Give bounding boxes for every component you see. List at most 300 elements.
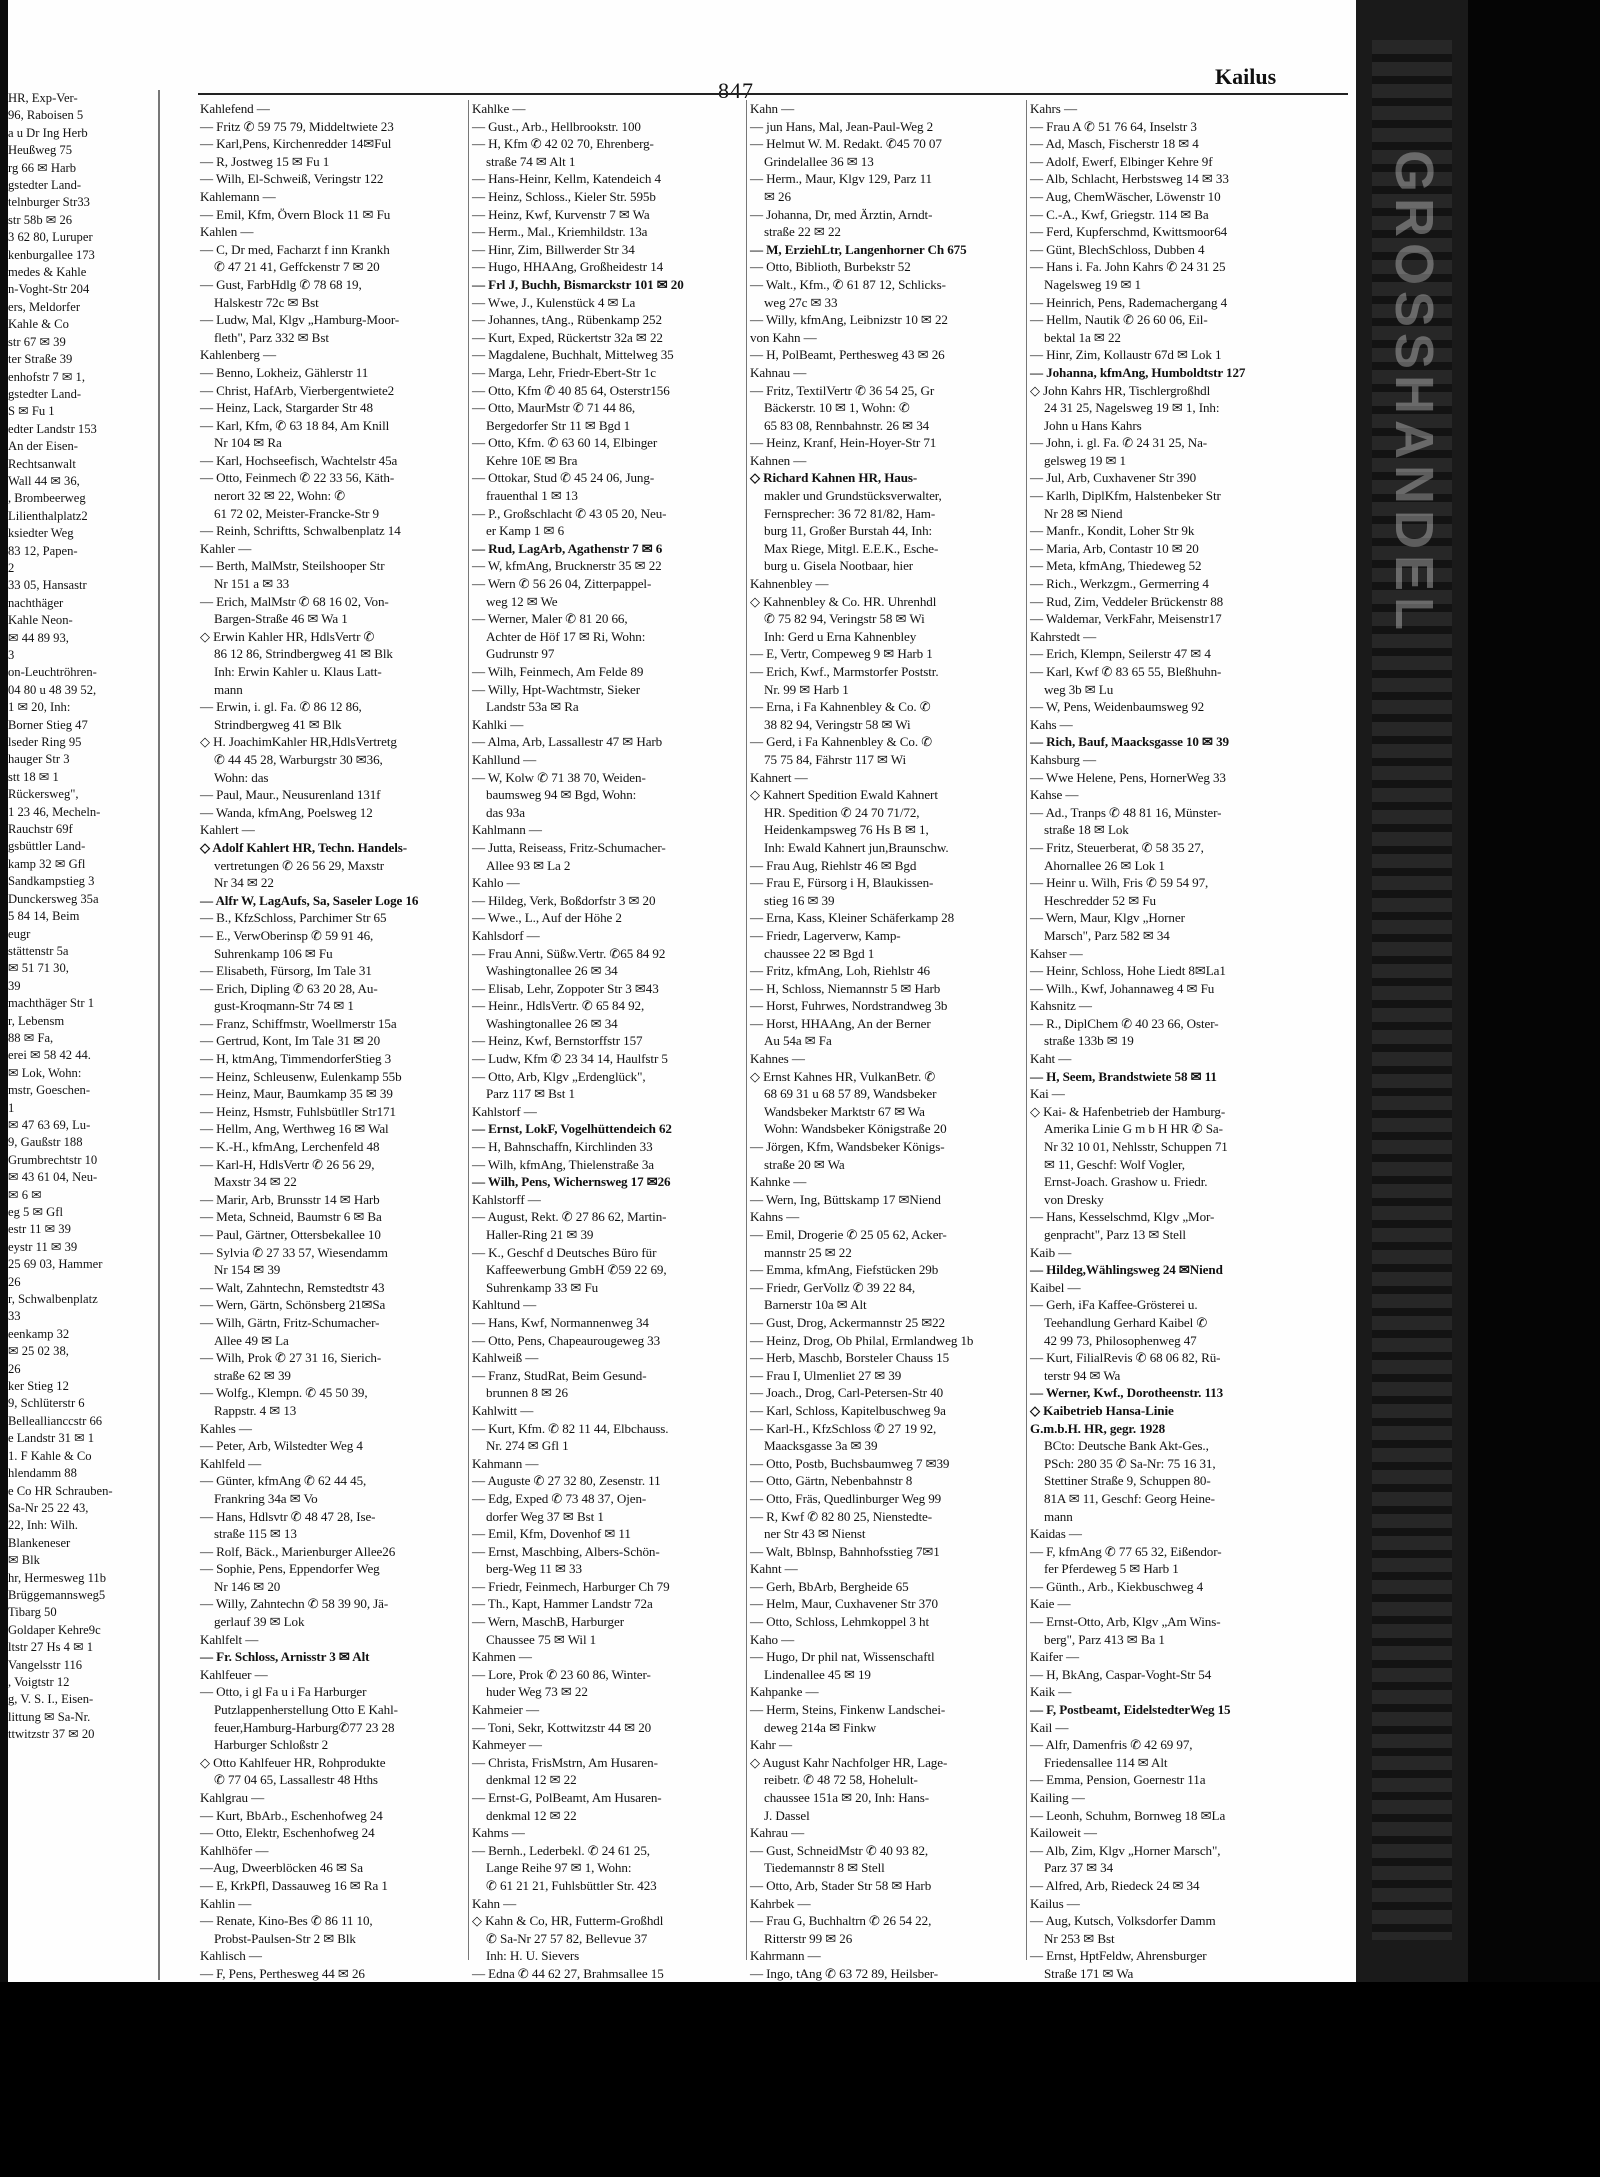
entry-surname-heading: Kahmann — <box>472 1455 539 1471</box>
directory-entry: Frankring 34a ✉ Vo <box>214 1490 318 1506</box>
directory-entry: — Erich, Dipling ✆ 63 20 28, Au- <box>200 980 378 996</box>
directory-entry: — Sylvia ✆ 27 33 57, Wiesendamm <box>200 1244 388 1260</box>
previous-page-line: r, Schwalbenplatz <box>8 1292 98 1307</box>
directory-entry: 38 82 94, Veringstr 58 ✉ Wi <box>764 716 911 732</box>
directory-entry: — Fritz, Steuerberat, ✆ 58 35 27, <box>1030 839 1204 855</box>
previous-page-line: ✉ Lok, Wohn: <box>8 1065 82 1080</box>
previous-page-line: e Co HR Schrauben- <box>8 1483 113 1498</box>
directory-entry: — Erich, Kwf., Marmstorfer Poststr. <box>750 664 939 679</box>
directory-entry: — H, Schloss, Niemannstr 5 ✉ Harb <box>750 980 941 996</box>
directory-entry: — Alma, Arb, Lassallestr 47 ✉ Harb <box>472 734 663 750</box>
previous-page-line: stättenstr 5a <box>8 943 69 958</box>
previous-page-line: stt 18 ✉ 1 <box>8 769 59 784</box>
directory-entry: — Rud, LagArb, Agathenstr 7 ✉ 6 <box>472 540 663 556</box>
directory-entry: — P., Großschlacht ✆ 43 05 20, Neu- <box>472 505 667 521</box>
directory-entry: — Karlh, DiplKfm, Halstenbeker Str <box>1030 488 1221 504</box>
directory-entry: feuer,Hamburg-Harburg✆77 23 28 <box>214 1719 395 1735</box>
previous-page-line: telnburger Str33 <box>8 195 90 210</box>
directory-entry: Gudrunstr 97 <box>486 646 555 662</box>
directory-entry: — Gust, FarbHdlg ✆ 78 68 19, <box>200 276 362 292</box>
directory-entry: — W, Pens, Weidenbaumsweg 92 <box>1030 699 1205 715</box>
entry-surname-heading: Kahlwitt — <box>472 1402 534 1418</box>
entry-surname-heading: Kahles — <box>200 1420 252 1436</box>
entry-surname-heading: Kahltund — <box>472 1297 537 1313</box>
directory-entry: er Kamp 1 ✉ 6 <box>486 523 565 539</box>
directory-entry: Marsch", Parz 582 ✉ 34 <box>1044 927 1170 943</box>
previous-page-line: e Landstr 31 ✉ 1 <box>8 1431 95 1446</box>
directory-entry: — Ludw, Kfm ✆ 23 34 14, Haulfstr 5 <box>472 1051 668 1067</box>
directory-entry: 61 72 02, Meister-Francke-Str 9 <box>214 505 380 521</box>
directory-entry: Putzlappenherstellung Otto E Kahl- <box>214 1702 398 1718</box>
entry-surname-heading: Kahnau — <box>750 364 807 380</box>
previous-page-line: 5 84 14, Beim <box>8 909 80 924</box>
previous-page-line: str 58b ✉ 26 <box>8 212 73 227</box>
previous-page-line: 9, Gaußstr 188 <box>8 1135 83 1150</box>
directory-entry: ner Str 43 ✉ Nienst <box>764 1526 866 1542</box>
directory-entry: ✆ 75 82 94, Veringstr 58 ✉ Wi <box>764 611 925 627</box>
directory-entry: — Frau E, Fürsorg i H, Blaukissen- <box>750 875 934 891</box>
directory-entry: weg 27c ✉ 33 <box>764 294 838 310</box>
directory-entry: — jun Hans, Mal, Jean-Paul-Weg 2 <box>750 118 934 134</box>
directory-entry: — Otto, Kfm ✆ 40 85 64, Osterstr156 <box>472 382 670 398</box>
previous-page-line: S ✉ Fu 1 <box>8 404 55 419</box>
directory-entry: ◇ Kahn & Co, HR, Futterm-Großhdl <box>472 1913 664 1929</box>
directory-entry: — Rolf, Bäck., Marienburger Allee26 <box>200 1543 396 1559</box>
directory-entry: — Rich, Bauf, Maacksgasse 10 ✉ 39 <box>1030 734 1229 750</box>
directory-entry: dorfer Weg 37 ✉ Bst 1 <box>486 1508 604 1524</box>
directory-entry: — Johanna, kfmAng, Humboldtstr 127 <box>1030 364 1246 380</box>
directory-entry: Ritterstr 99 ✉ 26 <box>764 1930 853 1946</box>
directory-entry: — Günt, BlechSchloss, Dubben 4 <box>1030 241 1205 257</box>
directory-entry: — Frl J, Buchh, Bismarckstr 101 ✉ 20 <box>472 276 684 292</box>
previous-page-line: enhofstr 7 ✉ 1, <box>8 369 86 384</box>
directory-entry: — Erna, i Fa Kahnenbley & Co. ✆ <box>750 699 931 715</box>
directory-entry: ◇ Kahnenbley & Co. HR. Uhrenhdl <box>750 593 937 609</box>
directory-entry: — Erich, Klempn, Seilerstr 47 ✉ 4 <box>1030 646 1211 662</box>
directory-entry: Nr 28 ✉ Niend <box>1044 505 1123 521</box>
directory-entry: — Gust, Drog, Ackermannstr 25 ✉22 <box>750 1314 945 1330</box>
entry-surname-heading: Kailing — <box>1030 1790 1085 1805</box>
previous-page-line: ltstr 27 Hs 4 ✉ 1 <box>8 1640 94 1655</box>
directory-entry: — Alb, Schlacht, Herbstsweg 14 ✉ 33 <box>1030 171 1229 187</box>
directory-entry: makler und Grundstücksverwalter, <box>764 488 942 504</box>
directory-entry: 75 75 84, Fährstr 117 ✉ Wi <box>764 751 907 767</box>
previous-page-line: 26 <box>8 1361 21 1376</box>
directory-entry: Suhrenkamp 106 ✉ Fu <box>214 945 333 961</box>
directory-entry: bektal 1a ✉ 22 <box>1044 329 1121 345</box>
previous-page-line: , Voigtstr 12 <box>8 1674 70 1689</box>
directory-entry: — E, Vertr, Compeweg 9 ✉ Harb 1 <box>750 646 933 662</box>
directory-entry: Nagelsweg 19 ✉ 1 <box>1044 276 1142 292</box>
directory-entry: denkmal 12 ✉ 22 <box>486 1807 577 1823</box>
directory-entry: Au 54a ✉ Fa <box>764 1033 832 1049</box>
previous-page-line: ✉ 51 71 30, <box>8 961 69 976</box>
directory-entry: — Ottokar, Stud ✆ 45 24 06, Jung- <box>472 470 655 486</box>
header-rule <box>198 93 1348 95</box>
directory-entry: — Alfred, Arb, Riedeck 24 ✉ 34 <box>1030 1877 1200 1893</box>
directory-entry: — Ad, Masch, Fischerstr 18 ✉ 4 <box>1030 136 1199 152</box>
directory-entry: Rappstr. 4 ✉ 13 <box>214 1402 297 1418</box>
directory-entry: — Karl-H, HdlsVertr ✆ 26 56 29, <box>200 1156 375 1172</box>
directory-entry: fer Pferdeweg 5 ✉ Harb 1 <box>1044 1561 1179 1577</box>
directory-entry: — Heinr, Schloss, Hohe Liedt 8✉La1 <box>1030 963 1226 979</box>
directory-entry: brunnen 8 ✉ 26 <box>486 1385 568 1401</box>
entry-surname-heading: von Kahn — <box>750 329 817 345</box>
directory-entry: gerlauf 39 ✉ Lok <box>214 1614 305 1630</box>
entry-surname-heading: Kahs — <box>1030 716 1073 732</box>
directory-entry: — Maria, Arb, Contastr 10 ✉ 20 <box>1030 540 1199 556</box>
directory-entry: straße 18 ✉ Lok <box>1044 822 1129 838</box>
directory-entry: — Hildeg,Wählingsweg 24 ✉Niend <box>1030 1262 1223 1278</box>
entry-surname-heading: Kahrbek — <box>750 1895 811 1911</box>
directory-entry: Nr 104 ✉ Ra <box>214 435 282 451</box>
entry-surname-heading: Kahler — <box>200 540 252 556</box>
directory-entry: — Aug, Kutsch, Volksdorfer Damm <box>1030 1913 1216 1929</box>
entry-surname-heading: Kahlfeld — <box>200 1455 262 1471</box>
directory-entry: — Auguste ✆ 27 32 80, Zesenstr. 11 <box>472 1473 661 1489</box>
directory-entry: ◇ Adolf Kahlert HR, Techn. Handels- <box>200 839 408 855</box>
previous-page-line: lseder Ring 95 <box>8 735 82 750</box>
previous-page-line: 88 ✉ Fa, <box>8 1030 54 1045</box>
directory-entry: ◇ Ernst Kahnes HR, VulkanBetr. ✆ <box>750 1068 936 1084</box>
previous-page-line: 9, Schlüterstr 6 <box>8 1396 85 1411</box>
entry-surname-heading: Kahlsdorf — <box>472 927 540 943</box>
directory-entry: Nr 151 a ✉ 33 <box>214 576 290 592</box>
directory-entry: — Hellm, Ang, Werthweg 16 ✉ Wal <box>200 1121 389 1137</box>
entry-surname-heading: Kaibel — <box>1030 1279 1081 1295</box>
directory-entry: Friedensallee 114 ✉ Alt <box>1044 1754 1168 1770</box>
directory-entry: mannstr 25 ✉ 22 <box>764 1244 852 1260</box>
directory-entry: weg 3b ✉ Lu <box>1044 681 1114 697</box>
entry-surname-heading: Kahsburg — <box>1030 751 1097 767</box>
directory-entry: burg u. Gisela Nootbaar, hier <box>764 558 914 574</box>
directory-entry: — H, Bahnschaffn, Kirchlinden 33 <box>472 1139 653 1155</box>
directory-entry: chaussee 22 ✉ Bgd 1 <box>764 945 875 961</box>
directory-entry: — Emma, Pension, Goernestr 11a <box>1030 1772 1206 1788</box>
previous-page-line: ksiedter Weg <box>8 526 74 541</box>
directory-entry: Heidenkampsweg 76 Hs B ✉ 1, <box>764 822 929 838</box>
previous-page-line: Rechtsanwalt <box>8 456 76 471</box>
directory-entry: — Elisabeth, Fürsorg, Im Tale 31 <box>200 963 372 979</box>
entry-surname-heading: Kahlenberg — <box>200 347 277 363</box>
directory-entry: ◇ Erwin Kahler HR, HdlsVertr ✆ <box>200 628 375 644</box>
previous-page-line: kenburgallee 173 <box>8 247 95 262</box>
previous-page-line: ✉ 44 89 93, <box>8 630 69 645</box>
directory-entry: — Hellm, Nautik ✆ 26 60 06, Eil- <box>1030 312 1208 328</box>
previous-page-line: ✉ 43 61 04, Neu- <box>8 1170 98 1185</box>
previous-page-line: Rauchstr 69f <box>8 822 73 837</box>
directory-entry: stieg 16 ✉ 39 <box>764 892 835 908</box>
directory-entry: — Wern, Gärtn, Schönsberg 21✉Sa <box>200 1297 386 1313</box>
directory-entry: deweg 214a ✉ Finkw <box>764 1719 877 1735</box>
previous-page-line: Sa-Nr 25 22 43, <box>8 1500 89 1515</box>
entry-surname-heading: Kahlfeuer — <box>200 1666 268 1682</box>
directory-entry: — E, KrkPfl, Dassauweg 16 ✉ Ra 1 <box>200 1877 388 1893</box>
previous-page-line: eenkamp 32 <box>8 1326 70 1341</box>
directory-entry: straße 20 ✉ Wa <box>764 1156 845 1172</box>
directory-entry: — Hans, Kwf, Normannenweg 34 <box>472 1314 649 1330</box>
directory-entry: — Wern, Ing, Büttskamp 17 ✉Niend <box>750 1191 941 1207</box>
directory-entry: — Otto, Schloss, Lehmkoppel 3 ht <box>750 1614 930 1630</box>
column-divider <box>468 100 469 1960</box>
directory-entry: — Elisab, Lehr, Zoppoter Str 3 ✉43 <box>472 980 659 996</box>
entry-surname-heading: Kaie — <box>1030 1596 1071 1612</box>
entry-surname-heading: Kahrstedt — <box>1030 628 1097 644</box>
directory-entry: — Franz, StudRat, Beim Gesund- <box>472 1367 647 1383</box>
entry-surname-heading: Kahmeyer — <box>472 1737 542 1753</box>
previous-page-line: Tibarg 50 <box>8 1605 57 1620</box>
previous-page-line: erei ✉ 58 42 44. <box>8 1048 91 1063</box>
directory-entry: — August, Rekt. ✆ 27 86 62, Martin- <box>472 1209 667 1225</box>
previous-page-line: ttwitzstr 37 ✉ 20 <box>8 1727 95 1742</box>
directory-entry: — Johannes, tAng., Rübenkamp 252 <box>472 312 662 328</box>
directory-entry: — H, PolBeamt, Perthesweg 43 ✉ 26 <box>750 347 945 363</box>
directory-entry: fleth", Parz 332 ✉ Bst <box>214 329 329 345</box>
entry-surname-heading: Kahlisch — <box>200 1948 262 1964</box>
directory-entry: Parz 117 ✉ Bst 1 <box>486 1086 575 1102</box>
directory-entry: — Gerh, iFa Kaffee-Grösterei u. <box>1030 1297 1198 1313</box>
previous-page-line: Lilienthalplatz2 <box>8 508 88 523</box>
directory-entry: — Berth, MalMstr, Steilshooper Str <box>200 558 385 574</box>
entry-surname-heading: Kahlgrau — <box>200 1790 265 1805</box>
directory-entry: Amerika Linie G m b H HR ✆ Sa- <box>1044 1121 1223 1137</box>
directory-entry: — Helmut W. M. Redakt. ✆45 70 07 <box>750 136 942 152</box>
directory-entry: — Hinr, Zim, Kollaustr 67d ✉ Lok 1 <box>1030 347 1222 363</box>
previous-page-line: Wall 44 ✉ 36, <box>8 473 80 488</box>
directory-entry: Ernst-Joach. Grashow u. Friedr. <box>1044 1174 1208 1190</box>
previous-page-line: 1 23 46, Mecheln- <box>8 804 101 819</box>
directory-entry: — Wolfg., Klempn. ✆ 45 50 39, <box>200 1385 368 1401</box>
directory-entry: Nr 154 ✉ 39 <box>214 1262 281 1278</box>
directory-entry: — Johanna, Dr, med Ärztin, Arndt- <box>750 206 933 222</box>
directory-entry: — Toni, Sekr, Kottwitzstr 44 ✉ 20 <box>472 1719 652 1735</box>
previous-page-line: Heußweg 75 <box>8 143 73 158</box>
directory-entry: Haller-Ring 21 ✉ 39 <box>486 1227 594 1242</box>
directory-entry: — Bernh., Lederbekl. ✆ 24 61 25, <box>472 1842 650 1858</box>
directory-entry: — Wilh., Kwf, Johannaweg 4 ✉ Fu <box>1030 980 1215 996</box>
directory-entry: berg-Weg 11 ✉ 33 <box>486 1561 582 1577</box>
directory-entry: — Hans i. Fa. John Kahrs ✆ 24 31 25 <box>1030 259 1226 275</box>
entry-surname-heading: Kahlemann — <box>200 188 276 204</box>
previous-page-line: Vangelsstr 116 <box>8 1657 83 1672</box>
directory-entry: — Emil, Kfm, Övern Block 11 ✉ Fu <box>200 206 391 222</box>
previous-page-line: eugr <box>8 926 31 941</box>
directory-entry: Allee 49 ✉ La <box>214 1332 289 1348</box>
directory-entry: Washingtonallee 26 ✉ 34 <box>486 963 618 979</box>
directory-entry: — Herm., Mal., Kriemhildstr. 13a <box>472 224 648 240</box>
directory-entry: huder Weg 73 ✉ 22 <box>486 1684 588 1700</box>
directory-entry: ✉ 26 <box>764 188 791 204</box>
directory-entry: — B., KfzSchloss, Parchimer Str 65 <box>200 910 387 926</box>
directory-entry: Bergedorfer Str 11 ✉ Bgd 1 <box>486 417 631 433</box>
directory-entry: Straße 171 ✉ Wa <box>1044 1965 1134 1981</box>
directory-entry: — Heinrich, Pens, Rademachergang 4 <box>1030 294 1228 310</box>
scan-edge-bottom <box>0 1982 1600 2177</box>
directory-entry: Halskestr 72c ✉ Bst <box>214 294 319 310</box>
directory-entry: — Wilh, Gärtn, Fritz-Schumacher- <box>200 1314 380 1330</box>
directory-entry: — F, Pens, Perthesweg 44 ✉ 26 <box>200 1965 365 1981</box>
directory-entry: Bäckerstr. 10 ✉ 1, Wohn: ✆ <box>764 400 910 416</box>
directory-entry: 65 83 08, Rennbahnstr. 26 ✉ 34 <box>764 417 930 433</box>
previous-page-line: ✉ 25 02 38, <box>8 1344 69 1359</box>
entry-surname-heading: Kaho — <box>750 1631 795 1647</box>
previous-page-line: ker Stieg 12 <box>8 1379 69 1394</box>
previous-page-line: 22, Inh: Wilh. <box>8 1518 78 1533</box>
directory-entry: — C, Dr med, Facharzt f inn Krankh <box>200 241 390 257</box>
directory-entry: — Reinh, Schriftts, Schwalbenplatz 14 <box>200 523 401 539</box>
entry-surname-heading: Kailoweit — <box>1030 1825 1097 1841</box>
directory-entry: mann <box>214 681 243 697</box>
directory-entry: ✉ 11, Geschf: Wolf Vogler, <box>1044 1156 1185 1172</box>
directory-entry: Inh: Ewald Kahnert jun,Braunschw. <box>764 839 949 855</box>
previous-page-line: 25 69 03, Hammer <box>8 1257 103 1272</box>
directory-entry: — Herm., Maur, Klgv 129, Parz 11 <box>750 171 932 187</box>
directory-entry: — Alfr W, LagAufs, Sa, Saseler Loge 16 <box>200 892 419 908</box>
column-divider <box>1026 100 1027 1960</box>
entry-surname-heading: Kahnt — <box>750 1561 798 1577</box>
directory-entry: Tiedemannstr 8 ✉ Stell <box>764 1860 885 1876</box>
directory-entry: berg", Parz 413 ✉ Ba 1 <box>1044 1631 1165 1647</box>
previous-page-line: Rückersweg", <box>8 787 79 802</box>
entry-surname-heading: Kaik — <box>1030 1684 1072 1700</box>
previous-page-line: estr 11 ✉ 39 <box>8 1222 71 1237</box>
directory-entry: — Kurt, BbArb., Eschenhofweg 24 <box>200 1807 383 1823</box>
directory-entry: Strindbergweg 41 ✉ Blk <box>214 716 342 732</box>
entry-surname-heading: Kaht — <box>1030 1051 1072 1067</box>
directory-entry: — Ernst-G, PolBeamt, Am Husaren- <box>472 1790 662 1805</box>
directory-entry: — Otto, Fräs, Quedlinburger Weg 99 <box>750 1490 942 1506</box>
directory-entry: straße 22 ✉ 22 <box>764 224 841 240</box>
previous-page-line: Grumbrechtstr 10 <box>8 1152 98 1167</box>
directory-column-4 <box>1030 100 1352 1981</box>
directory-entry: Kehre 10E ✉ Bra <box>486 452 578 468</box>
directory-entry: Probst-Paulsen-Str 2 ✉ Blk <box>214 1930 356 1946</box>
directory-entry: Max Riege, Mitgl. E.E.K., Esche- <box>764 540 939 556</box>
directory-entry: Fernsprecher: 36 72 81/82, Ham- <box>764 505 936 521</box>
entry-surname-heading: Kahmeier — <box>472 1702 539 1718</box>
previous-page-line: Sandkampstieg 3 <box>8 874 95 889</box>
directory-entry: 24 31 25, Nagelsweg 19 ✉ 1, Inh: <box>1044 400 1220 416</box>
spine-text: GROSSHANDEL <box>1384 150 1444 637</box>
directory-entry: — W, Kolw ✆ 71 38 70, Weiden- <box>472 769 646 785</box>
directory-entry: — Heinz, Maur, Baumkamp 35 ✉ 39 <box>200 1086 393 1102</box>
directory-entry: straße 74 ✉ Alt 1 <box>486 153 576 169</box>
previous-page-fragment <box>8 90 160 1980</box>
directory-entry: — Frau A ✆ 51 76 64, Inselstr 3 <box>1030 118 1197 134</box>
directory-entry: 86 12 86, Strindbergweg 41 ✉ Blk <box>214 646 393 662</box>
entry-surname-heading: Kahlin — <box>200 1895 252 1911</box>
directory-entry: — Otto, MaurMstr ✆ 71 44 86, <box>472 400 636 416</box>
entry-surname-heading: Kahnke — <box>750 1174 807 1190</box>
directory-entry: — Gertrud, Kont, Im Tale 31 ✉ 20 <box>200 1033 381 1049</box>
directory-entry: — F, kfmAng ✆ 77 65 32, Eißendor- <box>1030 1543 1222 1559</box>
directory-entry: — Magdalene, Buchhalt, Mittelweg 35 <box>472 347 674 363</box>
directory-entry: — Friedr, Feinmech, Harburger Ch 79 <box>472 1578 670 1594</box>
previous-page-line: ter Straße 39 <box>8 352 73 367</box>
directory-entry: Teehandlung Gerhard Kaibel ✆ <box>1044 1314 1208 1330</box>
directory-entry: — Fr. Schloss, Arnisstr 3 ✉ Alt <box>200 1649 370 1665</box>
directory-entry: — Heinz, Kwf, Bernstorffstr 157 <box>472 1033 643 1049</box>
previous-page-line: gsbüttler Land- <box>8 839 86 854</box>
directory-entry: ◇ H. JoachimKahler HR,HdlsVertretg <box>200 734 397 750</box>
directory-entry: Landstr 53a ✉ Ra <box>486 699 579 715</box>
directory-entry: — Hans, Hdlsvtr ✆ 48 47 28, Ise- <box>200 1508 376 1524</box>
directory-entry: — C.-A., Kwf, Griegstr. 114 ✉ Ba <box>1030 206 1209 222</box>
directory-entry: — Frau G, Buchhaltrn ✆ 26 54 22, <box>750 1913 932 1929</box>
directory-entry: — Heinz, Kranf, Hein-Hoyer-Str 71 <box>750 435 937 451</box>
directory-entry: — Peter, Arb, Wilstedter Weg 4 <box>200 1438 363 1454</box>
directory-entry: — Wwe Helene, Pens, HornerWeg 33 <box>1030 769 1226 785</box>
directory-entry: — Benno, Lokheiz, Gählerstr 11 <box>200 364 369 380</box>
previous-page-line: eg 5 ✉ Gfl <box>8 1205 63 1219</box>
previous-page-line: 3 62 80, Luruper <box>8 230 93 245</box>
directory-entry: — Meta, kfmAng, Thiedeweg 52 <box>1030 558 1202 574</box>
directory-entry: genpracht", Parz 13 ✉ Stell <box>1044 1227 1186 1242</box>
previous-page-line: 39 <box>8 978 21 993</box>
directory-entry: — Paul, Maur., Neusurenland 131f <box>200 787 381 803</box>
directory-entry: John u Hans Kahrs <box>1044 417 1142 433</box>
previous-page-line: 96, Raboisen 5 <box>8 108 84 123</box>
directory-entry: Nr 146 ✉ 20 <box>214 1578 281 1594</box>
directory-entry: — Hildeg, Verk, Boßdorfstr 3 ✉ 20 <box>472 892 656 908</box>
directory-entry: Inh: Gerd u Erna Kahnenbley <box>764 628 917 644</box>
directory-entry: Nr 32 10 01, Nehlsstr, Schuppen 71 <box>1044 1139 1228 1155</box>
directory-entry: — Ingo, tAng ✆ 63 72 89, Heilsber- <box>750 1965 939 1981</box>
directory-entry: straße 115 ✉ 13 <box>214 1526 297 1542</box>
previous-page-line: r, Lebensm <box>8 1013 65 1028</box>
entry-surname-heading: Kahlmann — <box>472 822 542 838</box>
entry-surname-heading: Kail — <box>1030 1719 1069 1735</box>
directory-entry: — Hans, Kesselschmd, Klgv „Mor- <box>1030 1209 1215 1225</box>
directory-entry: — Wern, MaschB, Harburger <box>472 1614 624 1630</box>
previous-page-line: g, V. S. I., Eisen- <box>8 1692 94 1707</box>
entry-surname-heading: Kahlfelt — <box>200 1631 259 1647</box>
directory-entry: — Kurt, Exped, Rückertstr 32a ✉ 22 <box>472 329 663 345</box>
directory-entry: — Sophie, Pens, Eppendorfer Weg <box>200 1561 380 1577</box>
directory-entry: — Herb, Maschb, Borsteler Chauss 15 <box>750 1350 950 1366</box>
directory-entry: — Herm, Steins, Finkenw Landschei- <box>750 1702 946 1718</box>
directory-entry: — Paul, Gärtner, Ottersbekallee 10 <box>200 1227 381 1242</box>
directory-entry: — Manfr., Kondit, Loher Str 9k <box>1030 523 1195 539</box>
directory-entry: — K., Geschf d Deutsches Büro für <box>472 1244 657 1260</box>
directory-entry: — Heinr., HdlsVertr. ✆ 65 84 92, <box>472 998 645 1014</box>
directory-entry: das 93a <box>486 804 525 820</box>
directory-entry: denkmal 12 ✉ 22 <box>486 1772 577 1788</box>
directory-entry: Maxstr 34 ✉ 22 <box>214 1174 297 1190</box>
directory-entry: — Hugo, Dr phil nat, Wissenschaftl <box>750 1649 935 1665</box>
previous-page-line: 1 ✉ 20, Inh: <box>8 700 71 715</box>
directory-entry: Bargen-Straße 46 ✉ Wa 1 <box>214 611 348 627</box>
directory-entry: — Emil, Kfm, Dovenhof ✉ 11 <box>472 1526 631 1542</box>
directory-entry: — Ad., Tranps ✆ 48 81 16, Münster- <box>1030 804 1222 820</box>
directory-entry: — Waldemar, VerkFahr, Meisenstr17 <box>1030 611 1222 627</box>
directory-entry: terstr 94 ✉ Wa <box>1044 1367 1121 1383</box>
directory-entry: G.m.b.H. HR, gegr. 1928 <box>1030 1420 1166 1436</box>
directory-entry: ◇ Richard Kahnen HR, Haus- <box>750 470 918 486</box>
directory-entry: — Kurt, Kfm. ✆ 82 11 44, Elbchauss. <box>472 1420 669 1436</box>
directory-column-2 <box>472 100 740 1981</box>
directory-entry: — Marga, Lehr, Friedr-Ebert-Str 1c <box>472 364 656 380</box>
previous-page-line: gstedter Land- <box>8 178 82 193</box>
previous-page-line: kamp 32 ✉ Gfl <box>8 856 86 871</box>
directory-entry: — Hans-Heinr, Kellm, Katendeich 4 <box>472 171 661 187</box>
directory-entry: — Wilh, Prok ✆ 27 31 16, Sierich- <box>200 1350 382 1366</box>
directory-entry: — Otto, Elektr, Eschenhofweg 24 <box>200 1825 375 1841</box>
previous-page-line: ✉ Blk <box>8 1553 40 1568</box>
directory-entry: — Edna ✆ 44 62 27, Brahmsallee 15 <box>472 1965 664 1981</box>
previous-page-line: An der Eisen- <box>8 439 78 454</box>
directory-entry: — Otto, Feinmech ✆ 22 33 56, Käth- <box>200 470 395 486</box>
